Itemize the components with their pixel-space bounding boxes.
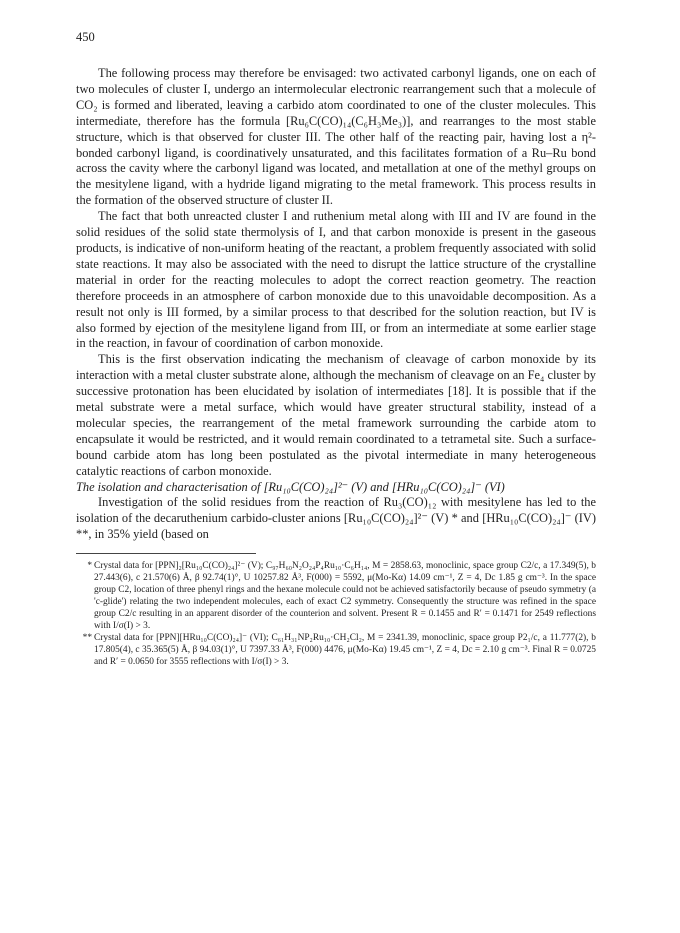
article-body	[76, 66, 596, 668]
footnote-mark: **	[82, 633, 92, 644]
footnote-crystal-data-vi	[76, 632, 596, 668]
paragraph-investigation: Investigation of the solid residues from the reaction of Ru₃(CO)₁₂ with mesitylene has led to the isolation of the decaruthenium carbido-cluster anions [Ru₁₀C(CO)₂₄]²⁻ (V) * and [HRu₁₀C(CO)₂₄]⁻ (IV) **, in 35% yield (based on	[76, 495, 596, 542]
footnote-divider	[76, 553, 256, 554]
paragraph-solid-state: The fact that both unreacted cluster I and ruthenium metal along with III and IV are found in the solid residues of the solid state thermolysis of I, and that carbon monoxide is present in the gaseous products, is indicative of non-uniform heating of the reactant, a problem frequently associated with solid state reactions. It may also be associated with the need to disrupt the lattice structure of the crystalline material in order for the reacting molecules to adopt the correct reaction geometry. The reaction therefore proceeds in an atmosphere of carbon monoxide due to this unavoidable decomposition. As a result not only is III formed, by a similar process to that described for the solution reaction, but IV is also formed by ejection of the mesitylene ligand from III, or from an intermediate at some earlier stage in the reaction, in favour of coordination of carbon monoxide.	[76, 209, 596, 351]
footnote-text: Crystal data for [PPN]₂[Ru₁₀C(CO)₂₄]²⁻ (V); C₉₇H₆₀N₂O₂₄P₄Ru₁₀·C₆H₁₄, M = 2858.63, monoclinic, space group C2/c, a 17.349(5), b 27.443(6), c 21.570(6) Å, β 92.74(1)°, U 10257.82 Å³, F(000) = 5592, μ(Mo-Kα) 14.09 cm⁻¹, Z = 4, Dc 1.85 g cm⁻³. In the space group C2, location of three phenyl rings and the hexane molecule could not be achieved satisfactorily because of pseudo symmetry (a 'c-glide') relating the two independent molecules, each of exact C2 symmetry. Consequently the structure was refined in the space group C2/c resulting in an apparent disorder of the counterion and solvent. Present R = 0.1455 and R′ = 0.1471 for 2549 reflections with I/σ(I) > 3.	[94, 561, 596, 632]
paragraph-mechanism: The following process may therefore be envisaged: two activated carbonyl ligands, one on each of two molecules of cluster I, undergo an intermolecular electronic rearrangement such that a molecule of CO₂ is formed and liberated, leaving a carbido atom coordinated to one of the cluster molecules. This intermediate, therefore has the formula [Ru₆C(CO)₁₄(C₆H₃Me₃)], and rearranges to the most stable structure, which is that observed for cluster III. The other half of the reacting pair, having lost a η²-bonded carbonyl ligand, is coordinatively unsaturated, and this facilitates formation of a Ru–Ru bond across the cavity where the carbonyl ligand was located, and metallation at one of the methyl groups on the mesitylene ligand, with a hydride ligand migrating to the metal framework. This process results in the formation of the observed structure of cluster II.	[76, 66, 596, 208]
page-number: 450	[76, 30, 95, 44]
footnote-text: Crystal data for [PPN][HRu₁₀C(CO)₂₄]⁻ (VI); C₆₁H₃₁NP₂Ru₁₀·CH₂Cl₂, M = 2341.39, monoclinic, space group P2₁/c, a 11.777(2), b 17.805(4), c 35.365(5) Å, β 94.03(1)°, U 7397.33 Å³, F(000) 4476, μ(Mo-Kα) 19.45 cm⁻¹, Z = 4, Dc = 2.10 g cm⁻³. Final R = 0.0725 and R′ = 0.0650 for 3555 reflections with I/σ(I) > 3.	[94, 633, 596, 668]
section-heading: The isolation and characterisation of [Ru₁₀C(CO)₂₄]²⁻ (V) and [HRu₁₀C(CO)₂₄]⁻ (VI)	[76, 479, 505, 494]
footnote-crystal-data-v	[76, 560, 596, 632]
paragraph-first-observation: This is the first observation indicating the mechanism of cleavage of carbon monoxide by its interaction with a metal cluster substrate alone, although the mechanism of cleavage on an Fe₄ cluster by successive protonation has been elucidated by isolation of intermediates [18]. It is possible that if the metal substrate were a metal surface, which would have greater structural stability, instead of a molecular species, the rearrangement of the metal framework surrounding the carbide atom to encapsulate it would be restricted, and it would remain coordinated to a tetrametal site. Such a surface-bound carbide atom has long been postulated as the pivotal intermediate in many heterogeneous catalytic reactions of carbon monoxide.	[76, 352, 596, 478]
footnote-mark: *	[87, 561, 92, 572]
